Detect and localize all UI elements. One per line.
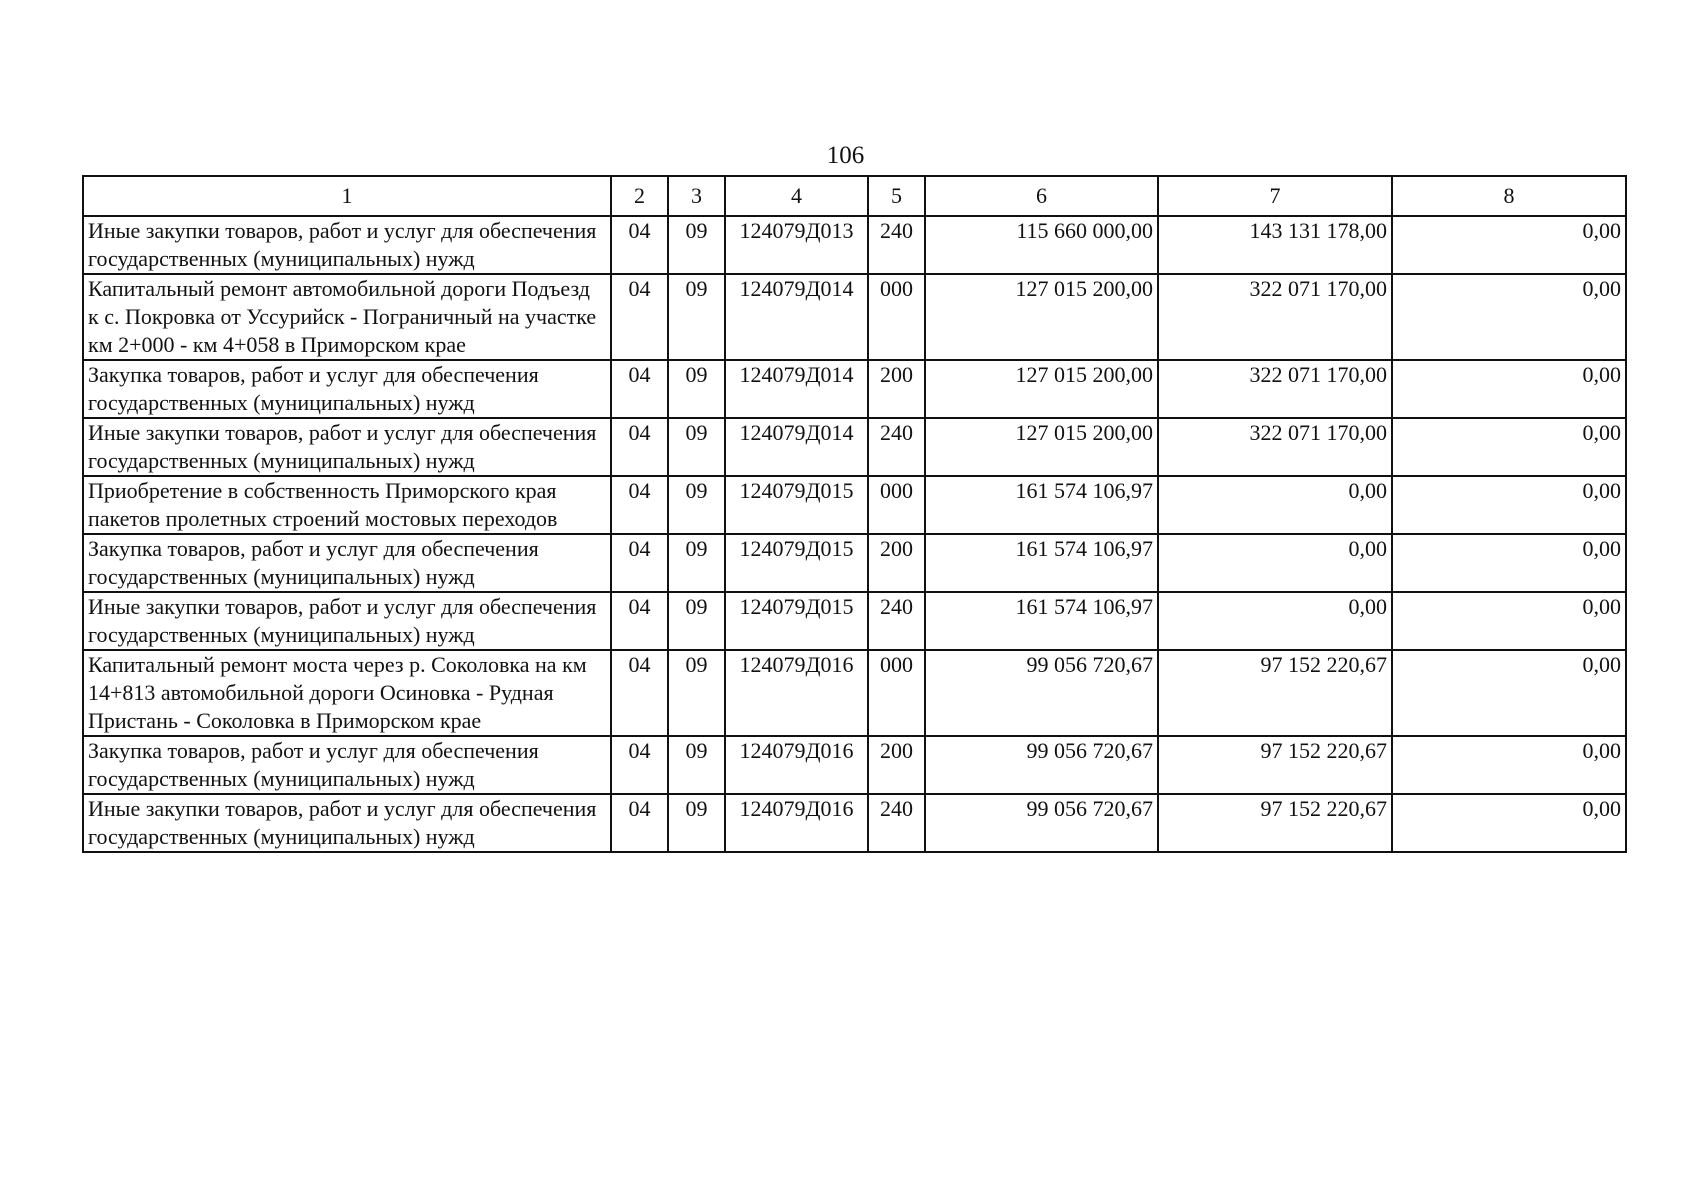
header-row [83,176,1626,216]
row-subsection-code: 09 [668,418,725,476]
row-section-code: 04 [611,592,668,650]
row-section-code: 04 [611,216,668,274]
row-amount-col8: 0,00 [1392,216,1626,274]
row-expense-type-code: 200 [868,534,925,592]
row-amount-col8: 0,00 [1392,592,1626,650]
row-subsection-code: 09 [668,274,725,360]
row-expense-type-code: 000 [868,274,925,360]
row-expense-type-code: 200 [868,736,925,794]
row-subsection-code: 09 [668,534,725,592]
table-row [83,418,1626,476]
column-header-4: 4 [725,176,868,216]
row-subsection-code: 09 [668,736,725,794]
row-name: Иные закупки товаров, работ и услуг для обеспечения государственных (муниципальных) нужд [83,794,611,852]
column-header-5: 5 [868,176,925,216]
row-target-code: 124079Д014 [725,418,868,476]
table-row [83,360,1626,418]
row-amount-col6: 161 574 106,97 [925,476,1158,534]
row-expense-type-code: 200 [868,360,925,418]
row-expense-type-code: 240 [868,418,925,476]
row-amount-col8: 0,00 [1392,476,1626,534]
row-expense-type-code: 240 [868,592,925,650]
row-amount-col8: 0,00 [1392,274,1626,360]
row-section-code: 04 [611,534,668,592]
row-expense-type-code: 240 [868,794,925,852]
table-row [83,736,1626,794]
row-subsection-code: 09 [668,360,725,418]
row-target-code: 124079Д016 [725,794,868,852]
row-amount-col8: 0,00 [1392,534,1626,592]
row-amount-col8: 0,00 [1392,794,1626,852]
row-amount-col7: 0,00 [1158,476,1392,534]
row-name: Иные закупки товаров, работ и услуг для обеспечения государственных (муниципальных) нужд [83,418,611,476]
table-row [83,216,1626,274]
column-header-2: 2 [611,176,668,216]
table-row [83,476,1626,534]
row-name: Иные закупки товаров, работ и услуг для обеспечения государственных (муниципальных) нужд [83,216,611,274]
row-section-code: 04 [611,476,668,534]
row-amount-col6: 127 015 200,00 [925,360,1158,418]
row-amount-col8: 0,00 [1392,360,1626,418]
row-expense-type-code: 240 [868,216,925,274]
row-amount-col6: 127 015 200,00 [925,418,1158,476]
row-amount-col7: 0,00 [1158,592,1392,650]
table-row [83,534,1626,592]
row-section-code: 04 [611,274,668,360]
row-subsection-code: 09 [668,476,725,534]
row-amount-col7: 0,00 [1158,534,1392,592]
row-name: Закупка товаров, работ и услуг для обеспечения государственных (муниципальных) нужд [83,360,611,418]
row-expense-type-code: 000 [868,650,925,736]
row-subsection-code: 09 [668,794,725,852]
row-name: Иные закупки товаров, работ и услуг для обеспечения государственных (муниципальных) нужд [83,592,611,650]
table-row [83,794,1626,852]
row-amount-col8: 0,00 [1392,418,1626,476]
row-subsection-code: 09 [668,592,725,650]
table-row [83,274,1626,360]
row-amount-col8: 0,00 [1392,650,1626,736]
row-amount-col7: 322 071 170,00 [1158,274,1392,360]
row-target-code: 124079Д015 [725,476,868,534]
page-number: 106 [826,142,865,169]
row-subsection-code: 09 [668,650,725,736]
row-name: Закупка товаров, работ и услуг для обеспечения государственных (муниципальных) нужд [83,534,611,592]
row-section-code: 04 [611,650,668,736]
row-amount-col6: 161 574 106,97 [925,534,1158,592]
row-amount-col7: 97 152 220,67 [1158,794,1392,852]
row-target-code: 124079Д013 [725,216,868,274]
budget-table [82,175,1627,853]
row-target-code: 124079Д015 [725,534,868,592]
row-section-code: 04 [611,794,668,852]
row-name: Капитальный ремонт моста через р. Соколовка на км 14+813 автомобильной дороги Осиновка - Рудная Пристань - Соколовка в Приморском крае [83,650,611,736]
column-header-1: 1 [83,176,611,216]
row-target-code: 124079Д015 [725,592,868,650]
row-section-code: 04 [611,360,668,418]
row-amount-col6: 99 056 720,67 [925,650,1158,736]
row-name: Закупка товаров, работ и услуг для обеспечения государственных (муниципальных) нужд [83,736,611,794]
row-target-code: 124079Д014 [725,274,868,360]
row-amount-col6: 99 056 720,67 [925,736,1158,794]
table-row [83,592,1626,650]
row-target-code: 124079Д016 [725,650,868,736]
row-amount-col6: 127 015 200,00 [925,274,1158,360]
row-section-code: 04 [611,736,668,794]
row-subsection-code: 09 [668,216,725,274]
row-amount-col8: 0,00 [1392,736,1626,794]
column-header-3: 3 [668,176,725,216]
row-expense-type-code: 000 [868,476,925,534]
row-amount-col6: 161 574 106,97 [925,592,1158,650]
row-amount-col7: 143 131 178,00 [1158,216,1392,274]
row-target-code: 124079Д014 [725,360,868,418]
row-amount-col7: 97 152 220,67 [1158,650,1392,736]
row-name: Капитальный ремонт автомобильной дороги Подъезд к с. Покровка от Уссурийск - Пограничный на участке км 2+000 - км 4+058 в Приморском крае [83,274,611,360]
row-amount-col7: 322 071 170,00 [1158,360,1392,418]
row-target-code: 124079Д016 [725,736,868,794]
row-section-code: 04 [611,418,668,476]
row-amount-col6: 99 056 720,67 [925,794,1158,852]
row-amount-col7: 322 071 170,00 [1158,418,1392,476]
column-header-6: 6 [925,176,1158,216]
column-header-8: 8 [1392,176,1626,216]
row-amount-col7: 97 152 220,67 [1158,736,1392,794]
table-row [83,650,1626,736]
row-name: Приобретение в собственность Приморского края пакетов пролетных строений мостовых переходов [83,476,611,534]
row-amount-col6: 115 660 000,00 [925,216,1158,274]
column-header-7: 7 [1158,176,1392,216]
